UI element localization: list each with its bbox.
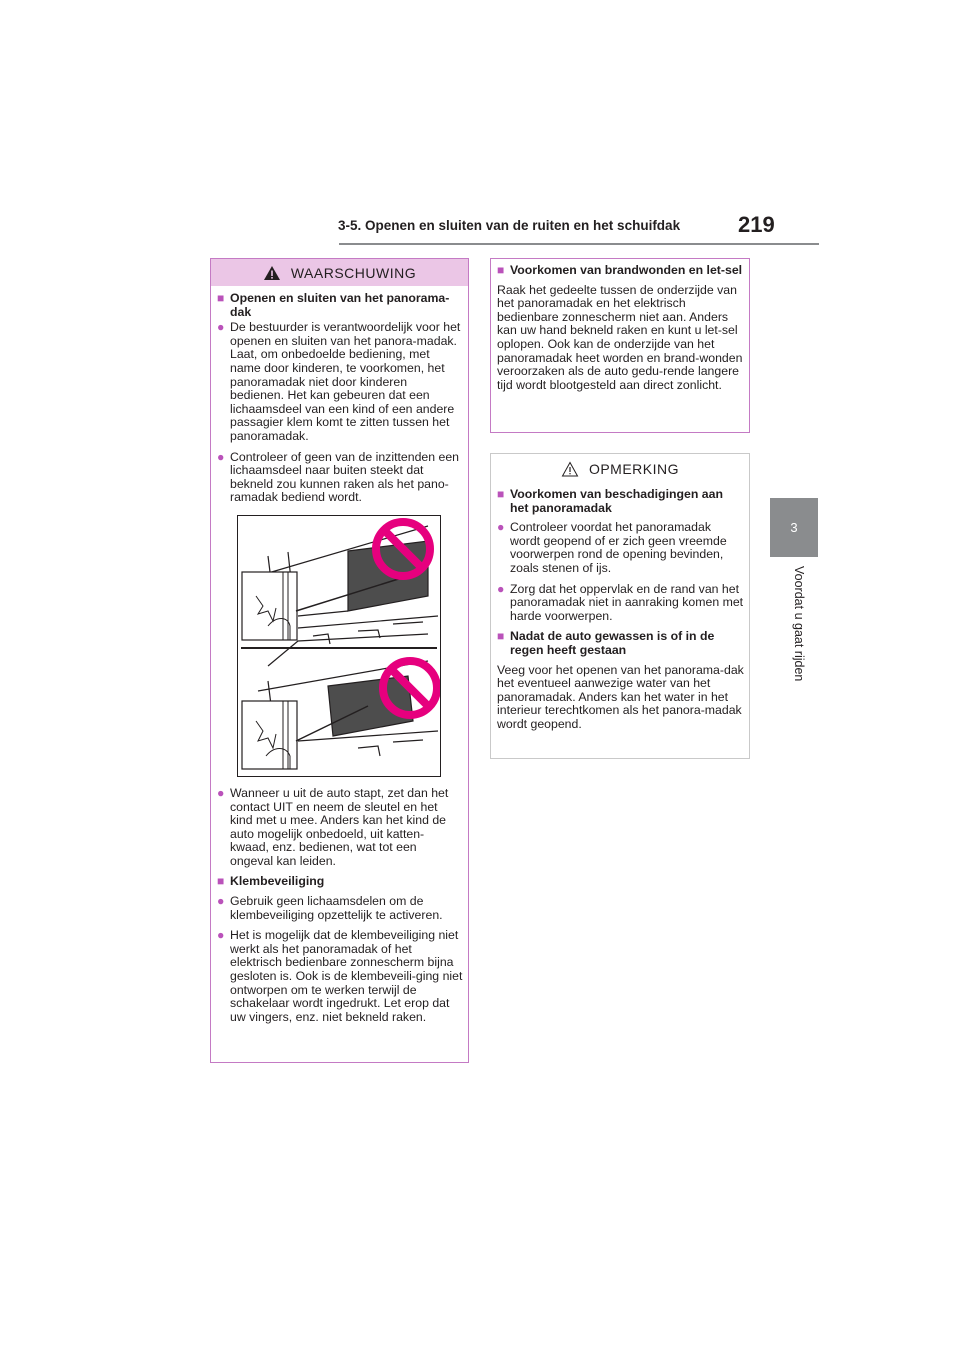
warning-outline-icon [561, 461, 579, 477]
section-heading: ■ Voorkomen van beschadigingen aan het panoramadak [497, 487, 723, 515]
round-bullet-icon: ● [217, 449, 225, 464]
round-bullet-icon: ● [217, 928, 225, 943]
round-bullet-icon: ● [497, 520, 505, 535]
page-number: 219 [738, 212, 775, 237]
square-bullet-icon: ■ [497, 263, 505, 277]
round-bullet-icon: ● [217, 894, 225, 909]
paragraph: Veeg voor het openen van het panorama-dak het eventueel aanwezige water van het panoramadak. Anders kan het water in het interieur terechtkomen als het panora-madak wordt geopend. [497, 662, 744, 731]
header-rule [339, 243, 819, 245]
warning-icon [263, 265, 281, 281]
note-box [490, 453, 750, 759]
panorama-roof-illustration [237, 515, 441, 777]
list-item: ● Controleer voordat het panoramadak wordt geopend of er zich geen vreemde voorwerpen rond de opening bevinden, zoals stenen of ijs. [497, 520, 727, 575]
note-label: OPMERKING [588, 461, 680, 477]
list-item: ● Het is mogelijk dat de klembeveiliging niet werkt als het panoramadak of het elektrisch bedienbare zonnescherm bijna gesloten is. Ook is de klembeveili-ging niet ontworpen om te werken terwijl de schakelaar wordt ingedrukt. Let erop dat uw vingers, enz. niet bekneld raken. [217, 928, 463, 1024]
list-item: ● De bestuurder is verantwoordelijk voor het openen en sluiten van het panora-madak. Laat, om onbedoelde bediening, met name door kinderen, te voorkomen, het panoramadak niet door kinderen bedienen. Het kan gebeuren dat een lichaamsdeel van een kind of een andere passagier klem komt te zitten tussen het panoramadak. [217, 320, 461, 443]
square-bullet-icon: ■ [497, 629, 505, 644]
square-bullet-icon: ■ [217, 874, 225, 889]
round-bullet-icon: ● [217, 785, 225, 800]
list-item: ● Zorg dat het oppervlak en de rand van het panoramadak niet in aanraking komen met harde voorwerpen. [497, 581, 744, 623]
warning-header [211, 259, 468, 286]
round-bullet-icon: ● [497, 581, 505, 596]
round-bullet-icon: ● [217, 320, 225, 335]
note-header [491, 455, 749, 483]
list-item: ● Controleer of geen van de inzittenden een lichaamsdeel naar buiten steekt dat bekneld zou kunnen raken als het pano-ramadak bediend wordt. [217, 449, 460, 505]
section-title: 3-5. Openen en sluiten van de ruiten en het schuifdak [338, 218, 681, 233]
list-item: ● Gebruik geen lichaamsdelen om de klembeveiliging opzettelijk te activeren. [217, 894, 443, 922]
section-heading: ■ Openen en sluiten van het panorama-dak [217, 291, 450, 319]
square-bullet-icon: ■ [217, 291, 225, 305]
chapter-title: Voordat u gaat rijden [792, 566, 806, 682]
section-heading: ■ Nadat de auto gewassen is of in de regen heeft gestaan [497, 629, 715, 657]
section-heading: ■ Voorkomen van brandwonden en let-sel [497, 263, 743, 277]
paragraph: Raak het gedeelte tussen de onderzijde van het panoramadak en het elektrisch bedienbare zonnescherm niet aan. Anders kan uw hand bekneld raken en kunt u let-sel oplopen. Ook kan de onderzijde van het panoramadak heet worden en brand-wonden veroorzaken als de auto gedu-rende langere tijd wordt blootgesteld aan direct zonlicht. [497, 282, 743, 392]
warning-label: WAARSCHUWING [290, 264, 417, 281]
list-item: ● Wanneer u uit de auto stapt, zet dan het contact UIT en neem de sleutel en het kind met u mee. Anders kan het kind de auto mogelijk onbedoeld, uit katten-kwaad, enz. bedienen, wat tot een ongeval kan leiden. [217, 785, 449, 868]
section-heading: ■ Klembeveiliging [217, 874, 325, 889]
warning-continued-box [490, 258, 750, 433]
square-bullet-icon: ■ [497, 487, 505, 501]
warning-box [210, 258, 469, 1063]
chapter-tab: 3 [770, 498, 818, 557]
